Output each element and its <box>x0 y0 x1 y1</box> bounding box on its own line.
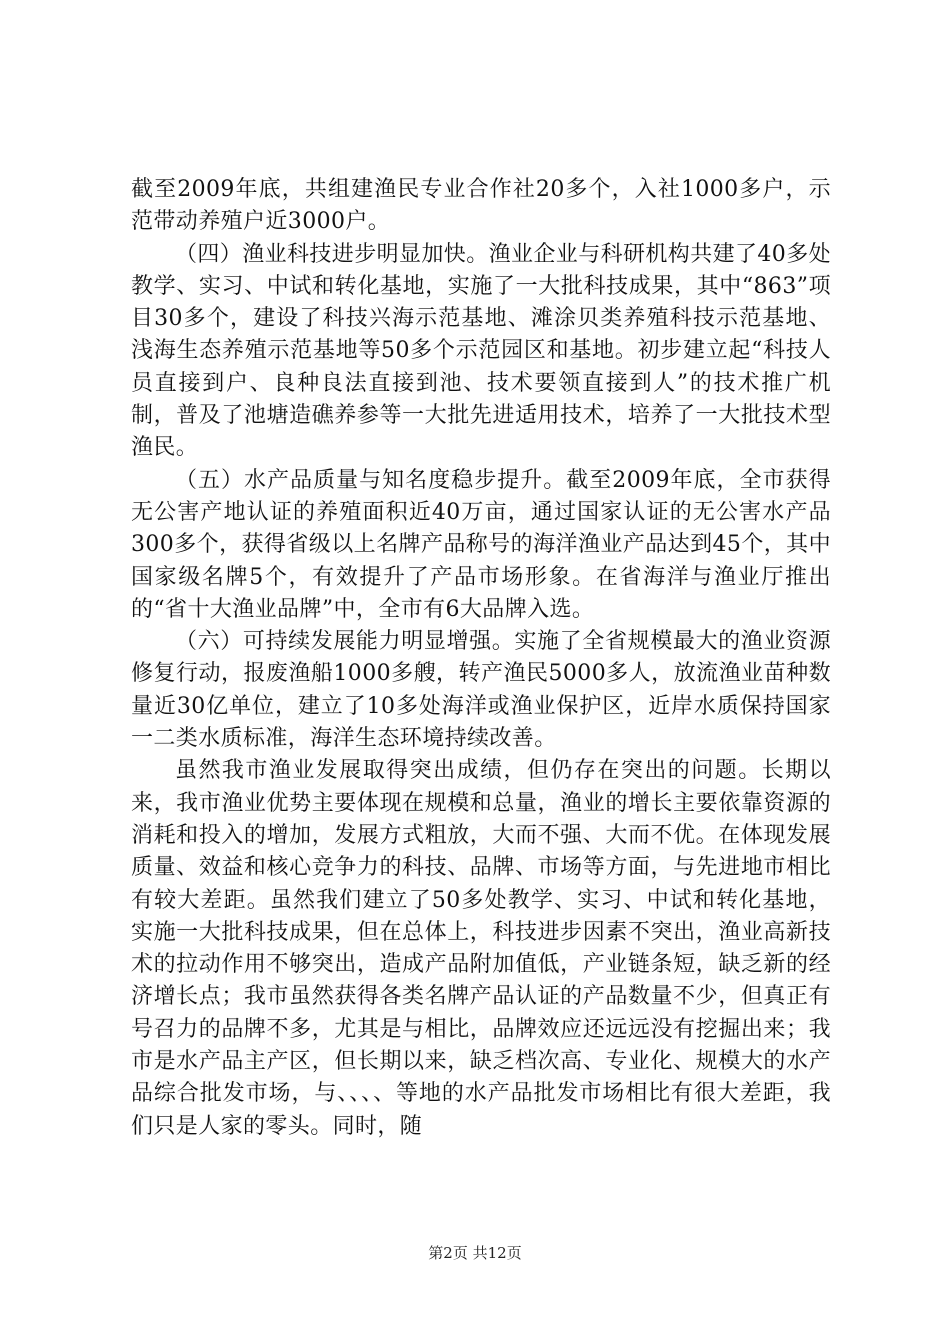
paragraph-3: （五）水产品质量与知名度稳步提升。截至2009年底，全市获得无公害产地认证的养殖面积近40万亩，通过国家认证的无公害水产品300多个，获得省级以上名牌产品称号的海洋渔业产品达到45个，其中国家级名牌5个，有效提升了产品市场形象。在省海洋与渔业厅推出的“省十大渔业品牌”中，全市有6大品牌入选。 <box>131 467 831 622</box>
paragraph-1: 截至2009年底，共组建渔民专业合作社20多个，入社1000多户，示范带动养殖户近3000户。 <box>131 177 831 235</box>
paragraph-4: （六）可持续发展能力明显增强。实施了全省规模最大的渔业资源修复行动，报废渔船1000多艘，转产渔民5000多人，放流渔业苗种数量近30亿单位，建立了10多处海洋或渔业保护区，近岸水质保持国家一二类水质标准，海洋生态环境持续改善。 <box>131 629 831 752</box>
paragraph-5: 虽然我市渔业发展取得突出成绩，但仍存在突出的问题。长期以来，我市渔业优势主要体现在规模和总量，渔业的增长主要依靠资源的消耗和投入的增加，发展方式粗放，大而不强、大而不优。在体现发展质量、效益和核心竞争力的科技、品牌、市场等方面，与先进地市相比有较大差距。虽然我们建立了50多处教学、实习、中试和转化基地，实施一大批科技成果，但在总体上，科技进步因素不突出，渔业高新技术的拉动作用不够突出，造成产品附加值低，产业链条短，缺乏新的经济增长点；我市虽然获得各类名牌产品认证的产品数量不少，但真正有号召力的品牌不多，尤其是与相比，品牌效应还远远没有挖掘出来；我市是水产品主产区，但长期以来，缺乏档次高、专业化、规模大的水产品综合批发市场，与、、、、等地的水产品批发市场相比有很大差距，我们只是人家的零头。同时，随 <box>131 758 831 1139</box>
paragraph-2: （四）渔业科技进步明显加快。渔业企业与科研机构共建了40多处教学、实习、中试和转化基地，实施了一大批科技成果，其中“863”项目30多个，建设了科技兴海示范基地、滩涂贝类养殖科技示范基地、浅海生态养殖示范基地等50多个示范园区和基地。初步建立起“科技人员直接到户、良种良法直接到池、技术要领直接到人”的技术推广机制，普及了池塘造礁养参等一大批先进适用技术，培养了一大批技术型渔民。 <box>131 241 831 461</box>
page-footer: 第2页 共12页 <box>428 1244 522 1262</box>
document-body <box>131 174 831 1143</box>
